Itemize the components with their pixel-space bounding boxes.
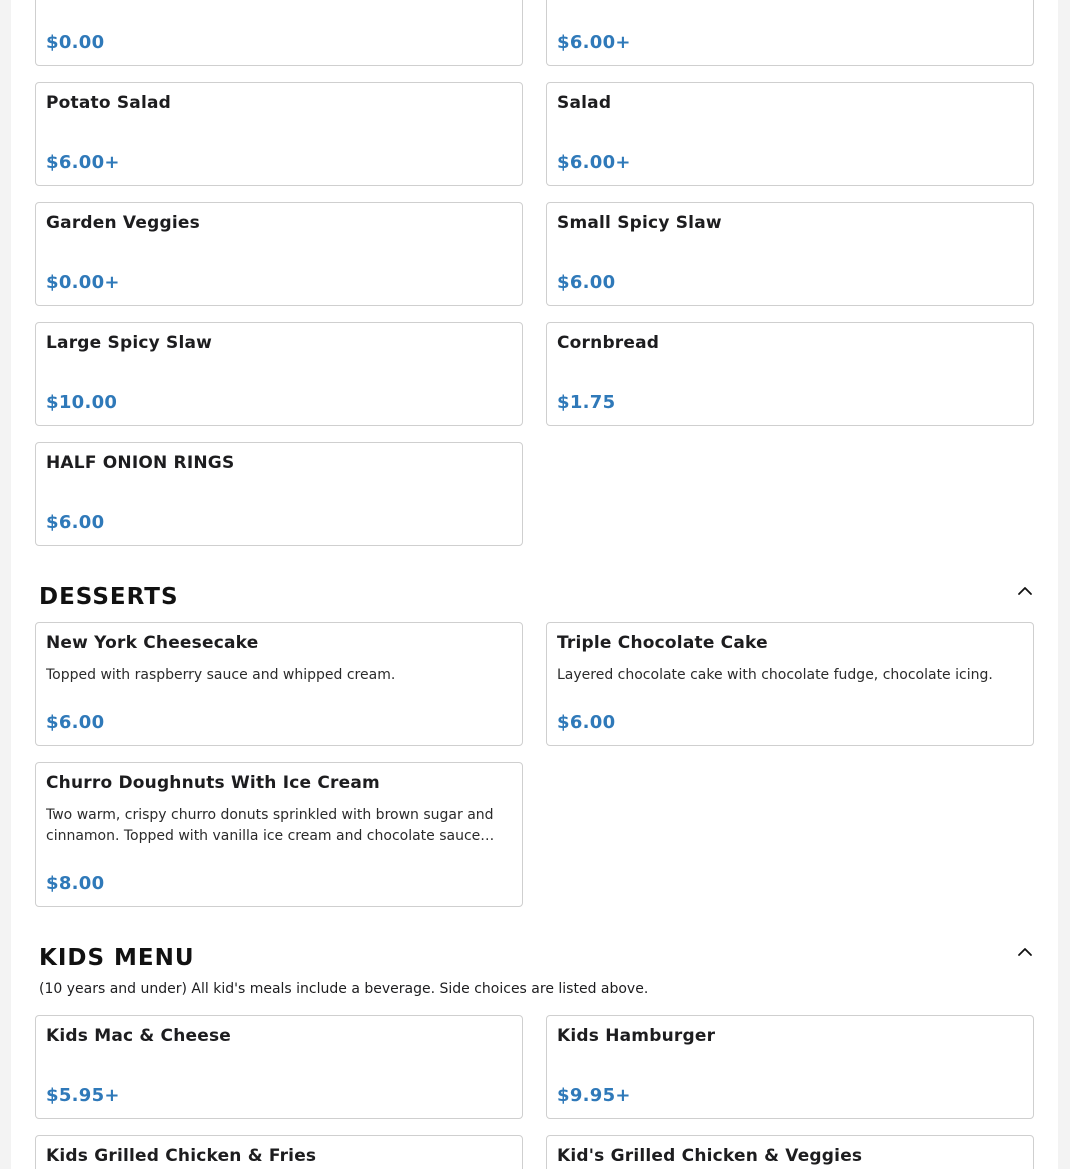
menu-item-name: Triple Chocolate Cake [557, 633, 768, 653]
menu-item-card[interactable] [546, 0, 1034, 66]
menu-item-name: Salad [557, 93, 612, 113]
menu-item-card[interactable] [35, 0, 523, 66]
menu-item-name: Cornbread [557, 333, 660, 353]
menu-item-card[interactable] [546, 1015, 1034, 1119]
menu-item-name: Garden Veggies [46, 213, 200, 233]
menu-item-description: Layered chocolate cake with chocolate fudge, chocolate icing. [557, 667, 993, 683]
menu-item-card[interactable] [35, 82, 523, 186]
menu-item-price: $6.00 [46, 512, 105, 533]
menu-item-description: Topped with raspberry sauce and whipped cream. [46, 667, 396, 683]
menu-item-card[interactable] [35, 442, 523, 546]
menu-item-price: $6.00 [46, 712, 105, 733]
menu-item-card[interactable] [35, 322, 523, 426]
menu-item-card[interactable] [546, 202, 1034, 306]
menu-item-price: $8.00 [46, 873, 105, 894]
chevron-up-icon[interactable] [1016, 943, 1034, 961]
menu-item-price: $9.95+ [557, 1085, 631, 1106]
menu-item-card[interactable] [546, 622, 1034, 746]
section-title-desserts: DESSERTS [39, 584, 179, 610]
menu-item-name: Kid's Grilled Chicken & Veggies [557, 1146, 863, 1166]
menu-item-card[interactable] [35, 762, 523, 907]
menu-item-card[interactable] [546, 82, 1034, 186]
menu-item-card[interactable] [546, 322, 1034, 426]
menu-item-price: $0.00 [46, 32, 105, 53]
menu-item-name: Large Spicy Slaw [46, 333, 213, 353]
kids-menu-section-header[interactable] [35, 923, 1034, 983]
menu-item-card[interactable] [546, 1135, 1034, 1169]
menu-item-price: $5.95+ [46, 1085, 120, 1106]
menu-item-card[interactable] [35, 1135, 523, 1169]
menu-item-name: Small Spicy Slaw [557, 213, 722, 233]
menu-item-name: New York Cheesecake [46, 633, 259, 653]
menu-item-card[interactable] [35, 622, 523, 746]
chevron-up-icon[interactable] [1016, 582, 1034, 600]
menu-item-price: $6.00 [557, 712, 616, 733]
menu-item-price: $6.00+ [557, 152, 631, 173]
menu-item-name: Churro Doughnuts With Ice Cream [46, 773, 380, 793]
menu-item-price: $10.00 [46, 392, 118, 413]
menu-item-price: $6.00+ [557, 32, 631, 53]
section-note-kids-menu: (10 years and under) All kid's meals include a beverage. Side choices are listed above. [39, 981, 649, 997]
menu-content [35, 0, 1034, 1169]
kids-menu-grid [35, 1015, 1034, 1169]
desserts-section-header[interactable] [35, 562, 1034, 622]
sides-grid [35, 0, 1034, 546]
menu-item-name: HALF ONION RINGS [46, 453, 235, 473]
menu-viewport [11, 0, 1058, 1169]
menu-item-description: Two warm, crispy churro donuts sprinkled with brown sugar and cinnamon. Topped with vanilla ice cream and chocolate sauce… [46, 807, 495, 844]
menu-item-price: $6.00+ [46, 152, 120, 173]
menu-item-card[interactable] [35, 202, 523, 306]
menu-item-name: Kids Hamburger [557, 1026, 716, 1046]
menu-item-name: Kids Mac & Cheese [46, 1026, 232, 1046]
section-title-kids-menu: KIDS MENU [39, 945, 195, 971]
menu-item-name: Kids Grilled Chicken & Fries [46, 1146, 317, 1166]
menu-item-card[interactable] [35, 1015, 523, 1119]
desserts-grid [35, 622, 1034, 907]
menu-item-price: $0.00+ [46, 272, 120, 293]
menu-item-price: $1.75 [557, 392, 616, 413]
menu-item-price: $6.00 [557, 272, 616, 293]
menu-item-name: Potato Salad [46, 93, 172, 113]
